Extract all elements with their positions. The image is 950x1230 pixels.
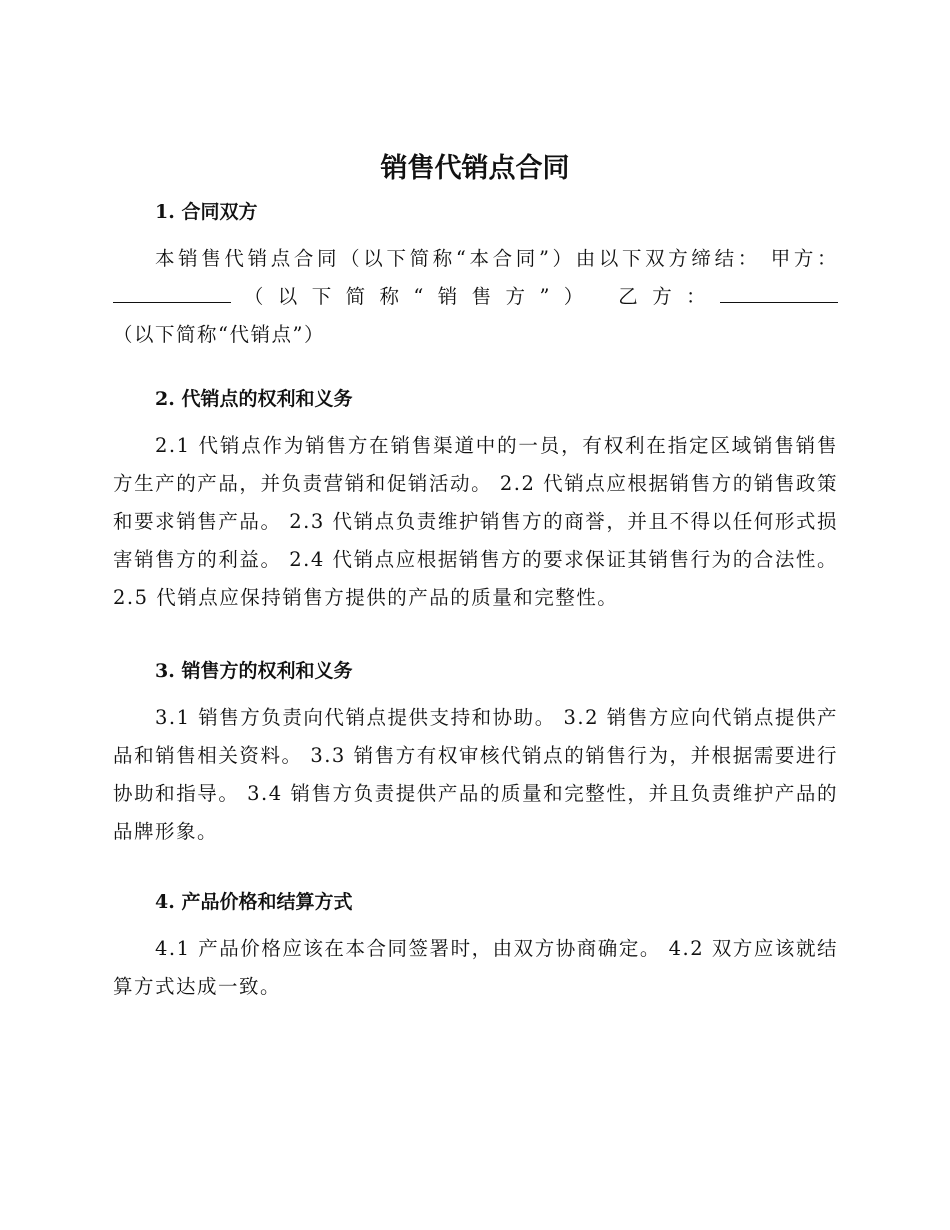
section-heading: 1. 合同双方 [155, 201, 258, 223]
section-heading: 4. 产品价格和结算方式 [155, 891, 353, 913]
section-heading: 2. 代销点的权利和义务 [155, 388, 353, 410]
party-a-blank [113, 282, 231, 303]
parties-text-middle: （以下简称“销售方”） 乙方： [231, 285, 720, 308]
section-agent-rights [113, 385, 838, 617]
document-title: 销售代销点合同 [380, 153, 570, 184]
section-paragraph: 2.1 代销点作为销售方在销售渠道中的一员，有权利在指定区域销售销售方生产的产品，并负责营销和促销活动。 2.2 代销点应根据销售方的销售政策和要求销售产品。 2.3 代销点负责维护销售方的商誉，并且不得以任何形式损害销售方的利益。 2.4 代销点应根据销售方的要求保证其销售行为的合法性。 2.5 代销点应保持销售方提供的产品的质量和完整性。 [113, 434, 838, 609]
parties-text-end: （以下简称“代销点”） [113, 323, 325, 346]
section-heading: 3. 销售方的权利和义务 [155, 660, 353, 682]
section-seller-rights [113, 657, 838, 851]
section-paragraph [113, 240, 838, 354]
section-pricing [113, 888, 838, 1006]
party-b-blank [720, 282, 838, 303]
section-paragraph: 3.1 销售方负责向代销点提供支持和协助。 3.2 销售方应向代销点提供产品和销售相关资料。 3.3 销售方有权审核代销点的销售行为，并根据需要进行协助和指导。 3.4 销售方负责提供产品的质量和完整性，并且负责维护产品的品牌形象。 [113, 706, 838, 843]
section-parties [113, 198, 838, 354]
parties-text-intro: 本销售代销点合同（以下简称“本合同”）由以下双方缔结： 甲方： [155, 247, 838, 270]
section-paragraph: 4.1 产品价格应该在本合同签署时，由双方协商确定。 4.2 双方应该就结算方式达成一致。 [113, 937, 838, 998]
